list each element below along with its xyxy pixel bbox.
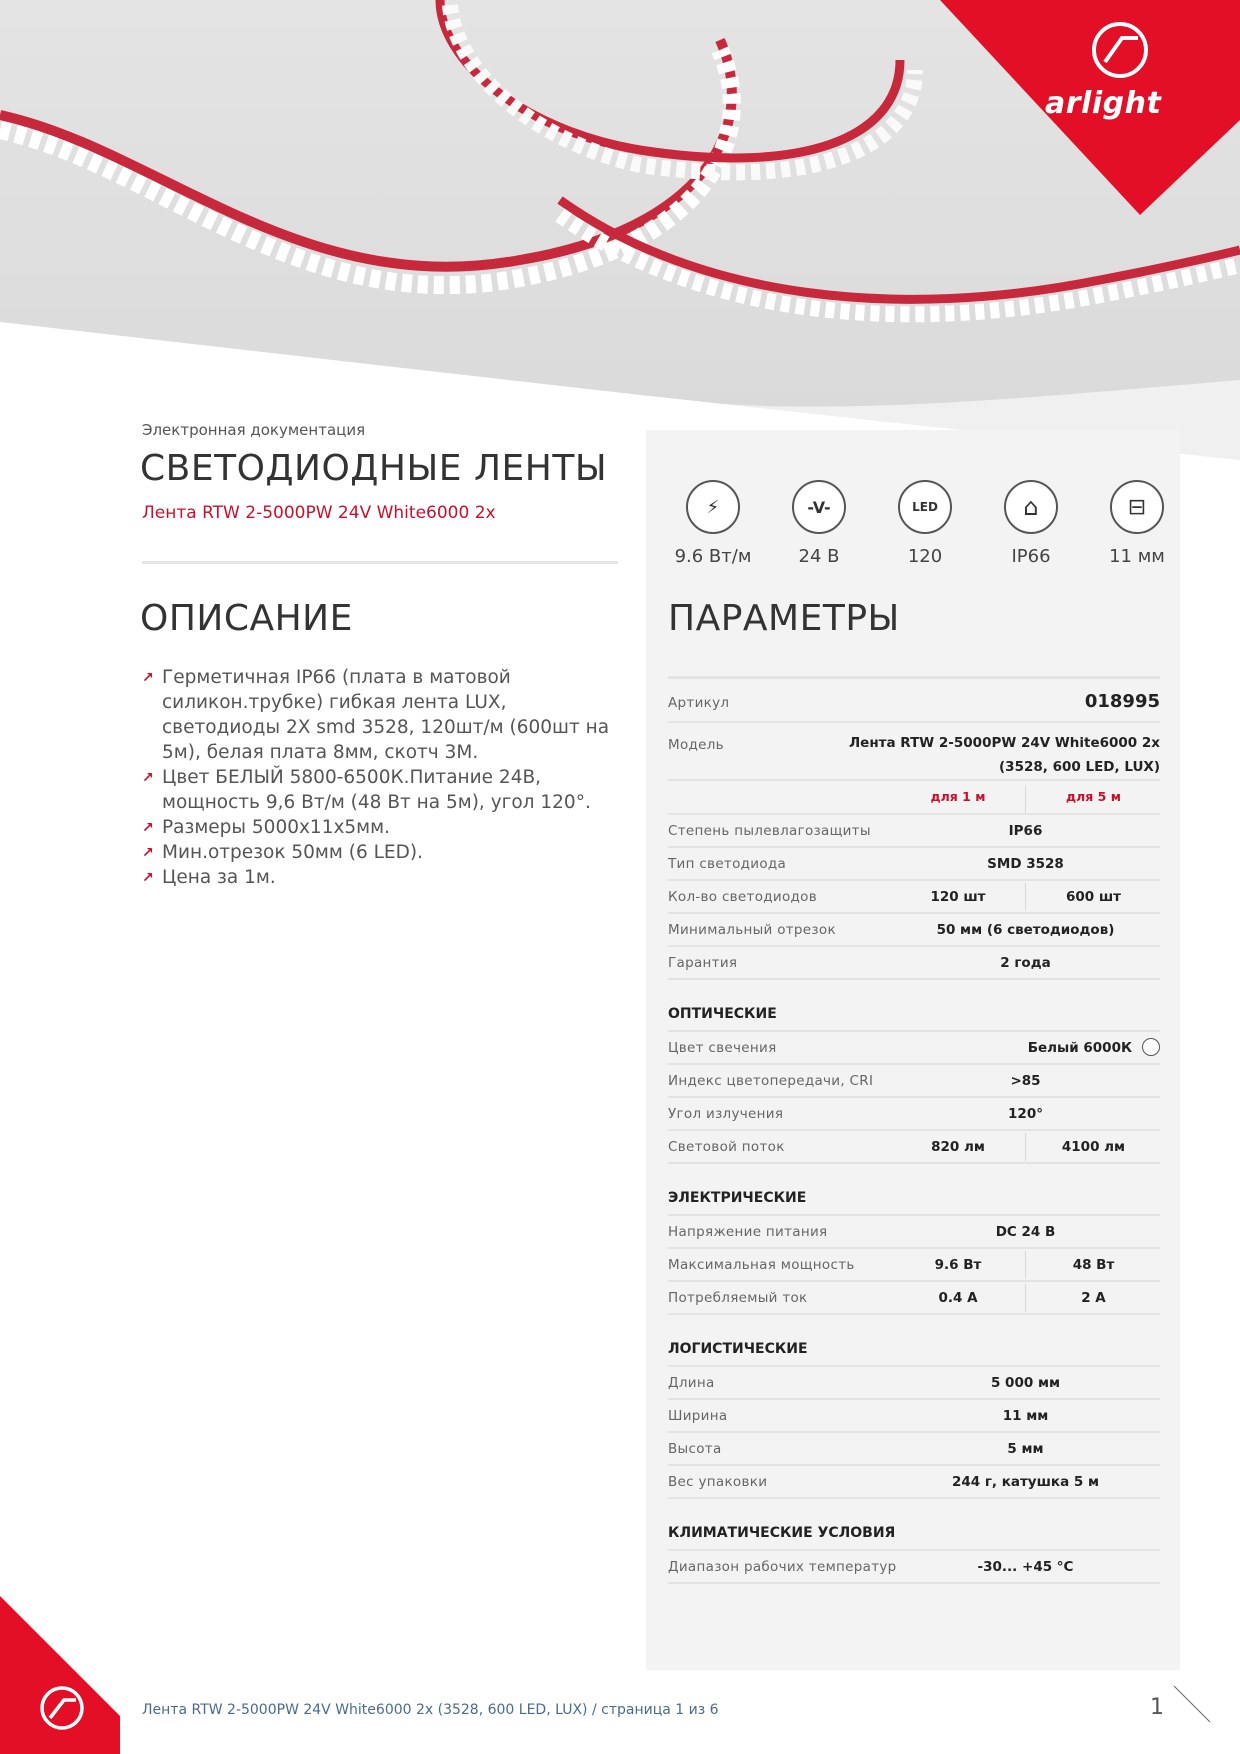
table-row: Угол излучения 120°: [668, 1098, 1160, 1131]
doc-label: Электронная документация: [142, 421, 366, 439]
power-icon: ⚡: [686, 480, 740, 534]
table-row: Ширина 11 мм: [668, 1400, 1160, 1433]
width-icon: ⊟: [1110, 480, 1164, 534]
arrow-icon: ↗: [142, 870, 154, 886]
article-number: 018995: [1084, 691, 1160, 712]
spec-icons-row: [660, 480, 1180, 570]
arrow-icon: ↗: [142, 820, 154, 836]
table-row: Длина 5 000 мм: [668, 1367, 1160, 1400]
parameters-title: ПАРАМЕТРЫ: [668, 598, 900, 639]
footer-brand-corner: [0, 1596, 120, 1754]
group-title-optical: ОПТИЧЕСКИЕ: [668, 980, 1160, 1032]
led-density-icon: LED: [898, 480, 952, 534]
page-number: 1: [1150, 1695, 1164, 1720]
table-row: Световой поток 820 лм 4100 лм: [668, 1131, 1160, 1164]
table-row: Гарантия 2 года: [668, 947, 1160, 980]
list-item: ↗ Цена за 1м.: [142, 865, 612, 890]
arrow-icon: ↗: [142, 845, 154, 861]
arrow-icon: ↗: [142, 670, 154, 686]
spec-protection: [978, 480, 1084, 567]
list-item: ↗ Мин.отрезок 50мм (6 LED).: [142, 840, 612, 865]
spec-width-value: 11 мм: [1109, 546, 1165, 567]
description-list: [142, 665, 612, 890]
color-swatch-icon: [1142, 1038, 1160, 1056]
product-subtitle: Лента RTW 2-5000PW 24V White6000 2x: [142, 503, 496, 523]
group-title-climate: КЛИМАТИЧЕСКИЕ УСЛОВИЯ: [668, 1499, 1160, 1551]
page-title: СВЕТОДИОДНЫЕ ЛЕНТЫ: [140, 448, 608, 489]
divider: [142, 561, 618, 564]
list-item: ↗ Цвет БЕЛЫЙ 5800-6500К.Питание 24В, мощность 9,6 Вт/м (48 Вт на 5м), угол 120°.: [142, 767, 591, 813]
list-item: ↗ Герметичная IP66 (плата в матовой силикон.трубке) гибкая лента LUX, светодиоды 2X smd 3528, 120шт/м (600шт на 5м), белая плата 8мм, скотч 3М.: [142, 667, 610, 763]
table-row: Модель Лента RTW 2-5000PW 24V White6000 2x (3528, 600 LED, LUX): [668, 723, 1160, 781]
voltage-icon: -V-: [792, 480, 846, 534]
table-row: Максимальная мощность 9.6 Вт 48 Вт: [668, 1249, 1160, 1282]
table-row: Вес упаковки 244 г, катушка 5 м: [668, 1466, 1160, 1499]
table-row: Потребляемый ток 0.4 А 2 А: [668, 1282, 1160, 1315]
table-row: Индекс цветопередачи, CRI >85: [668, 1065, 1160, 1098]
parameters-table: [668, 676, 1160, 1584]
spec-led-density: [872, 480, 978, 567]
table-row: Цвет свечения Белый 6000К: [668, 1032, 1160, 1065]
spec-voltage: [766, 480, 872, 567]
brand-logo: arlight: [1045, 86, 1162, 121]
arrow-icon: ↗: [142, 770, 154, 786]
spec-voltage-value: 24 В: [798, 546, 840, 567]
spec-width: [1084, 480, 1190, 567]
footer-text: Лента RTW 2-5000PW 24V White6000 2x (3528, 600 LED, LUX) / страница 1 из 6: [142, 1702, 719, 1718]
table-row: Высота 5 мм: [668, 1433, 1160, 1466]
table-row: Тип светодиода SMD 3528: [668, 848, 1160, 881]
group-title-logistic: ЛОГИСТИЧЕСКИЕ: [668, 1315, 1160, 1367]
group-title-electrical: ЭЛЕКТРИЧЕСКИЕ: [668, 1164, 1160, 1216]
table-row: для 1 м для 5 м: [668, 781, 1160, 815]
page-corner-line: [1172, 1684, 1212, 1724]
table-row: Напряжение питания DC 24 В: [668, 1216, 1160, 1249]
spec-led-density-value: 120: [907, 546, 943, 567]
spec-power-value: 9.6 Вт/м: [674, 546, 752, 567]
table-row: Кол-во светодиодов 120 шт 600 шт: [668, 881, 1160, 914]
table-row: Степень пылевлагозащиты IP66: [668, 815, 1160, 848]
list-item: ↗ Размеры 5000х11х5мм.: [142, 815, 612, 840]
spec-protection-value: IP66: [1011, 546, 1051, 567]
description-title: ОПИСАНИЕ: [140, 598, 353, 639]
table-row: Минимальный отрезок 50 мм (6 светодиодов): [668, 914, 1160, 947]
table-row: Артикул 018995: [668, 679, 1160, 723]
protection-icon: ⌂: [1004, 480, 1058, 534]
table-row: Диапазон рабочих температур -30... +45 °С: [668, 1551, 1160, 1584]
spec-power: [660, 480, 766, 567]
